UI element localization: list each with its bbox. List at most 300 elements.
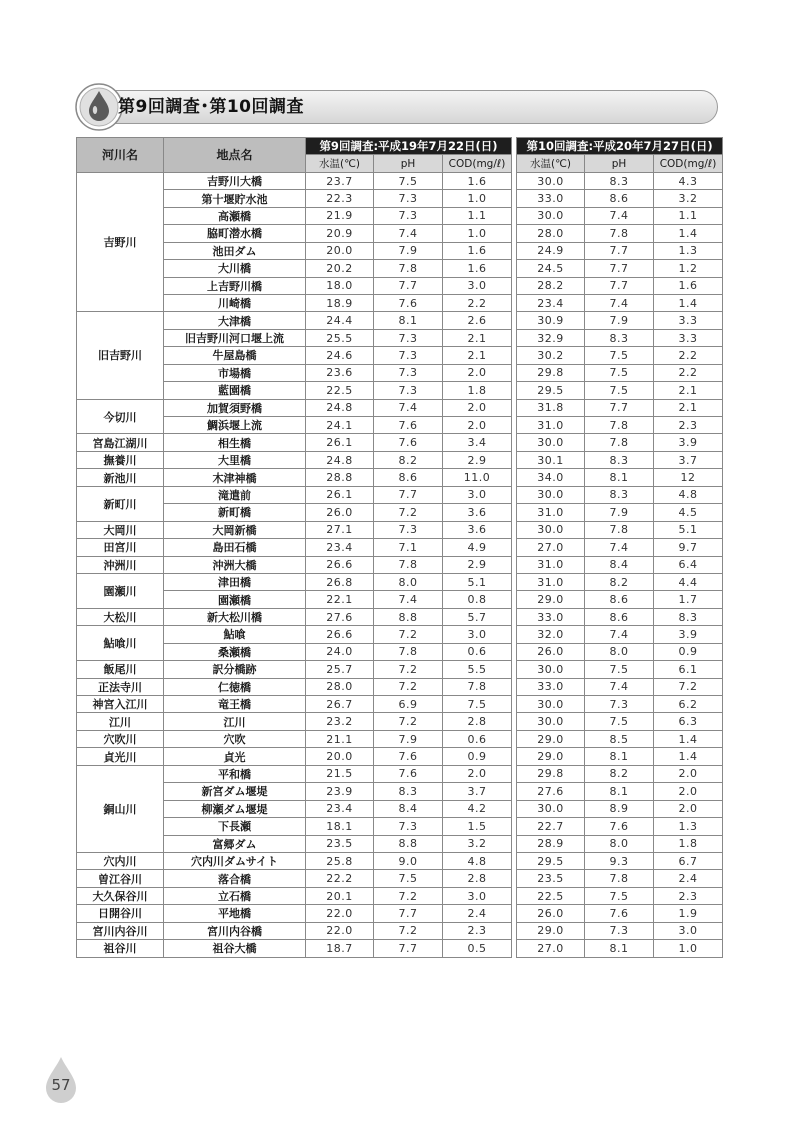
survey9-ph-cell: 6.9 bbox=[374, 696, 443, 713]
survey9-ph-cell: 8.8 bbox=[374, 608, 443, 625]
survey10-ph-cell: 7.7 bbox=[585, 260, 654, 277]
survey10-ph-cell: 7.7 bbox=[585, 277, 654, 294]
survey10-cod-cell: 2.0 bbox=[654, 765, 723, 782]
survey9-ph-cell: 8.3 bbox=[374, 783, 443, 800]
survey9-ph-cell: 7.8 bbox=[374, 260, 443, 277]
survey9-cod-cell: 2.0 bbox=[443, 417, 512, 434]
survey10-cod-cell: 1.7 bbox=[654, 591, 723, 608]
survey9-cod-cell: 2.1 bbox=[443, 329, 512, 346]
site-name-cell: 新町橋 bbox=[164, 504, 306, 521]
survey10-cod-cell: 4.8 bbox=[654, 486, 723, 503]
table-row bbox=[77, 225, 723, 242]
survey10-cod-cell: 6.1 bbox=[654, 661, 723, 678]
survey9-cod-cell: 3.0 bbox=[443, 277, 512, 294]
survey10-cod-cell: 2.4 bbox=[654, 870, 723, 887]
survey10-cod-cell: 1.8 bbox=[654, 835, 723, 852]
table-row bbox=[77, 364, 723, 381]
survey9-water-temp-cell: 22.0 bbox=[306, 922, 374, 939]
survey10-water-temp-cell: 29.0 bbox=[517, 730, 585, 747]
survey10-cod-cell: 1.9 bbox=[654, 905, 723, 922]
river-name-cell: 今切川 bbox=[77, 399, 164, 434]
river-name-cell: 神宮入江川 bbox=[77, 696, 164, 713]
table-row bbox=[77, 783, 723, 800]
site-name-cell: 穴吹 bbox=[164, 730, 306, 747]
survey9-ph-cell: 7.8 bbox=[374, 556, 443, 573]
survey10-water-temp-cell: 29.0 bbox=[517, 748, 585, 765]
survey10-cod-cell: 4.3 bbox=[654, 172, 723, 189]
table-row bbox=[77, 643, 723, 660]
column-header-river: 河川名 bbox=[77, 138, 164, 173]
survey9-cod-cell: 7.5 bbox=[443, 696, 512, 713]
survey9-cod-cell: 2.4 bbox=[443, 905, 512, 922]
table-row bbox=[77, 905, 723, 922]
table-row bbox=[77, 486, 723, 503]
survey9-water-temp-cell: 22.1 bbox=[306, 591, 374, 608]
table-row bbox=[77, 626, 723, 643]
survey10-ph-cell: 8.5 bbox=[585, 730, 654, 747]
survey10-ph-cell: 7.5 bbox=[585, 713, 654, 730]
site-name-cell: 牛屋島橋 bbox=[164, 347, 306, 364]
site-name-cell: 穴内川ダムサイト bbox=[164, 852, 306, 869]
survey10-cod-cell: 2.3 bbox=[654, 887, 723, 904]
survey10-cod-cell: 3.3 bbox=[654, 312, 723, 329]
survey9-water-temp-cell: 26.6 bbox=[306, 556, 374, 573]
survey10-ph-cell: 7.4 bbox=[585, 626, 654, 643]
river-name-cell: 日開谷川 bbox=[77, 905, 164, 922]
table-row bbox=[77, 852, 723, 869]
survey9-ph-cell: 7.6 bbox=[374, 748, 443, 765]
survey9-ph-cell: 7.3 bbox=[374, 190, 443, 207]
survey10-water-temp-cell: 28.9 bbox=[517, 835, 585, 852]
survey10-cod-cell: 3.0 bbox=[654, 922, 723, 939]
survey9-ph-cell: 7.3 bbox=[374, 818, 443, 835]
survey9-ph-cell: 8.8 bbox=[374, 835, 443, 852]
survey9-ph-cell: 7.3 bbox=[374, 364, 443, 381]
survey10-cod-cell: 1.4 bbox=[654, 294, 723, 311]
site-name-cell: 新宮ダム堰堤 bbox=[164, 783, 306, 800]
river-name-cell: 大久保谷川 bbox=[77, 887, 164, 904]
river-name-cell: 穴吹川 bbox=[77, 730, 164, 747]
table-row bbox=[77, 382, 723, 399]
table-row bbox=[77, 922, 723, 939]
river-name-cell: 鮎喰川 bbox=[77, 626, 164, 661]
survey9-ph-cell: 7.1 bbox=[374, 539, 443, 556]
survey9-water-temp-cell: 20.0 bbox=[306, 242, 374, 259]
site-name-cell: 滝遣前 bbox=[164, 486, 306, 503]
table-row bbox=[77, 730, 723, 747]
survey9-cod-cell: 1.8 bbox=[443, 382, 512, 399]
survey10-ph-cell: 7.5 bbox=[585, 347, 654, 364]
table-row bbox=[77, 573, 723, 590]
survey10-water-temp-cell: 31.0 bbox=[517, 417, 585, 434]
survey9-water-temp-cell: 23.6 bbox=[306, 364, 374, 381]
survey10-water-temp-cell: 29.5 bbox=[517, 852, 585, 869]
river-name-cell: 曽江谷川 bbox=[77, 870, 164, 887]
survey10-cod-cell: 3.3 bbox=[654, 329, 723, 346]
survey9-cod-cell: 1.6 bbox=[443, 242, 512, 259]
survey9-water-temp-cell: 22.5 bbox=[306, 382, 374, 399]
site-name-cell: 柳瀬ダム堰堤 bbox=[164, 800, 306, 817]
survey10-cod-cell: 8.3 bbox=[654, 608, 723, 625]
survey10-water-temp-cell: 31.8 bbox=[517, 399, 585, 416]
site-name-cell: 大川橋 bbox=[164, 260, 306, 277]
river-name-cell: 園瀬川 bbox=[77, 573, 164, 608]
survey10-ph-cell: 8.3 bbox=[585, 172, 654, 189]
survey9-water-temp-cell: 26.7 bbox=[306, 696, 374, 713]
site-name-cell: 平和橋 bbox=[164, 765, 306, 782]
survey9-cod-cell: 3.4 bbox=[443, 434, 512, 451]
survey10-cod-cell: 3.9 bbox=[654, 434, 723, 451]
site-name-cell: 上吉野川橋 bbox=[164, 277, 306, 294]
survey9-cod-cell: 0.6 bbox=[443, 643, 512, 660]
table-row bbox=[77, 190, 723, 207]
survey9-ph-cell: 7.3 bbox=[374, 329, 443, 346]
survey10-water-temp-cell: 26.0 bbox=[517, 643, 585, 660]
survey10-ph-cell: 7.7 bbox=[585, 399, 654, 416]
site-name-cell: 江川 bbox=[164, 713, 306, 730]
survey9-cod-cell: 1.0 bbox=[443, 190, 512, 207]
survey9-ph-cell: 8.2 bbox=[374, 451, 443, 468]
survey10-water-temp-cell: 23.5 bbox=[517, 870, 585, 887]
survey9-cod-cell: 3.6 bbox=[443, 521, 512, 538]
survey9-cod-cell: 4.9 bbox=[443, 539, 512, 556]
survey9-cod-cell: 0.9 bbox=[443, 748, 512, 765]
survey10-cod-cell: 1.3 bbox=[654, 242, 723, 259]
survey10-water-temp-cell: 29.8 bbox=[517, 765, 585, 782]
survey10-ph-cell: 8.0 bbox=[585, 835, 654, 852]
survey10-ph-cell: 8.1 bbox=[585, 783, 654, 800]
survey9-ph-cell: 7.7 bbox=[374, 277, 443, 294]
survey10-ph-cell: 7.3 bbox=[585, 696, 654, 713]
survey9-water-temp-cell: 23.4 bbox=[306, 539, 374, 556]
survey9-water-temp-cell: 26.1 bbox=[306, 434, 374, 451]
survey9-ph-cell: 7.7 bbox=[374, 905, 443, 922]
site-name-cell: 新大松川橋 bbox=[164, 608, 306, 625]
survey10-cod-cell: 12 bbox=[654, 469, 723, 486]
survey9-ph-cell: 7.7 bbox=[374, 940, 443, 957]
table-row bbox=[77, 887, 723, 904]
survey10-water-temp-cell: 26.0 bbox=[517, 905, 585, 922]
river-name-cell: 大岡川 bbox=[77, 521, 164, 538]
survey9-cod-cell: 4.8 bbox=[443, 852, 512, 869]
table-row bbox=[77, 434, 723, 451]
survey9-water-temp-cell: 28.0 bbox=[306, 678, 374, 695]
survey9-water-temp-cell: 26.8 bbox=[306, 573, 374, 590]
table-row bbox=[77, 207, 723, 224]
site-name-cell: 脇町潜水橋 bbox=[164, 225, 306, 242]
river-name-cell: 旧吉野川 bbox=[77, 312, 164, 399]
survey10-ph-cell: 7.8 bbox=[585, 225, 654, 242]
survey9-ph-cell: 7.2 bbox=[374, 504, 443, 521]
survey10-ph-cell: 8.3 bbox=[585, 329, 654, 346]
survey9-water-temp-cell: 22.3 bbox=[306, 190, 374, 207]
survey9-ph-cell: 7.2 bbox=[374, 887, 443, 904]
survey10-ph-cell: 8.6 bbox=[585, 608, 654, 625]
survey10-cod-cell: 3.7 bbox=[654, 451, 723, 468]
survey9-water-temp-cell: 25.5 bbox=[306, 329, 374, 346]
survey10-ph-cell: 7.5 bbox=[585, 364, 654, 381]
page-number: 57 bbox=[51, 1076, 71, 1094]
header-row-1 bbox=[77, 138, 723, 155]
survey9-water-temp-cell: 24.0 bbox=[306, 643, 374, 660]
survey9-ph-cell: 7.4 bbox=[374, 591, 443, 608]
survey10-cod-cell: 1.4 bbox=[654, 225, 723, 242]
survey9-water-temp-cell: 18.0 bbox=[306, 277, 374, 294]
site-name-cell: 第十堰貯水池 bbox=[164, 190, 306, 207]
page-title: 第9回調査･第10回調査 bbox=[118, 97, 304, 117]
site-name-cell: 祖谷大橋 bbox=[164, 940, 306, 957]
survey10-water-temp-cell: 31.0 bbox=[517, 573, 585, 590]
survey9-water-temp-cell: 23.4 bbox=[306, 800, 374, 817]
survey10-water-temp-cell: 30.0 bbox=[517, 486, 585, 503]
survey9-ph-cell: 7.3 bbox=[374, 347, 443, 364]
survey10-ph-cell: 9.3 bbox=[585, 852, 654, 869]
survey10-water-temp-cell: 28.2 bbox=[517, 277, 585, 294]
table-row bbox=[77, 765, 723, 782]
survey10-ph-cell: 7.4 bbox=[585, 207, 654, 224]
table-row bbox=[77, 242, 723, 259]
survey9-water-temp-cell: 27.6 bbox=[306, 608, 374, 625]
table-row bbox=[77, 504, 723, 521]
survey9-ph-cell: 7.5 bbox=[374, 870, 443, 887]
site-name-cell: 川崎橋 bbox=[164, 294, 306, 311]
survey10-ph-cell: 7.3 bbox=[585, 922, 654, 939]
survey10-cod-cell: 3.2 bbox=[654, 190, 723, 207]
survey10-ph-cell: 8.2 bbox=[585, 765, 654, 782]
survey10-ph-cell: 7.4 bbox=[585, 678, 654, 695]
survey10-ph-cell: 7.9 bbox=[585, 504, 654, 521]
survey9-ph-cell: 7.8 bbox=[374, 643, 443, 660]
survey9-ph-cell: 7.3 bbox=[374, 382, 443, 399]
survey9-cod-cell: 7.8 bbox=[443, 678, 512, 695]
survey9-cod-cell: 0.6 bbox=[443, 730, 512, 747]
survey9-water-temp-cell: 20.0 bbox=[306, 748, 374, 765]
survey9-cod-cell: 2.2 bbox=[443, 294, 512, 311]
survey10-water-temp-cell: 30.0 bbox=[517, 521, 585, 538]
table-row bbox=[77, 451, 723, 468]
survey9-cod-cell: 3.6 bbox=[443, 504, 512, 521]
site-name-cell: 平地橋 bbox=[164, 905, 306, 922]
survey9-cod-cell: 2.9 bbox=[443, 451, 512, 468]
site-name-cell: 園瀬橋 bbox=[164, 591, 306, 608]
survey9-cod-cell: 5.5 bbox=[443, 661, 512, 678]
survey9-ph-cell: 7.6 bbox=[374, 765, 443, 782]
survey9-cod-cell: 2.1 bbox=[443, 347, 512, 364]
survey9-cod-header: COD(mg/ℓ) bbox=[443, 155, 512, 172]
table-row bbox=[77, 940, 723, 957]
table-row bbox=[77, 277, 723, 294]
survey10-ph-cell: 8.1 bbox=[585, 748, 654, 765]
survey9-ph-cell: 7.9 bbox=[374, 730, 443, 747]
survey9-cod-cell: 2.0 bbox=[443, 364, 512, 381]
survey9-cod-cell: 1.1 bbox=[443, 207, 512, 224]
table-row bbox=[77, 172, 723, 189]
survey9-water-temp-cell: 22.2 bbox=[306, 870, 374, 887]
site-name-cell: 加賀須野橋 bbox=[164, 399, 306, 416]
table-row bbox=[77, 800, 723, 817]
survey9-cod-cell: 3.0 bbox=[443, 626, 512, 643]
site-name-cell: 沖洲大橋 bbox=[164, 556, 306, 573]
survey10-ph-cell: 8.6 bbox=[585, 591, 654, 608]
survey10-cod-cell: 1.4 bbox=[654, 748, 723, 765]
survey10-ph-cell: 7.7 bbox=[585, 242, 654, 259]
table-row bbox=[77, 870, 723, 887]
survey10-water-temp-cell: 33.0 bbox=[517, 190, 585, 207]
river-name-cell: 撫養川 bbox=[77, 451, 164, 468]
survey10-cod-cell: 2.1 bbox=[654, 382, 723, 399]
survey9-ph-cell: 7.5 bbox=[374, 172, 443, 189]
survey10-water-temp-cell: 30.0 bbox=[517, 713, 585, 730]
site-name-cell: 落合橋 bbox=[164, 870, 306, 887]
survey10-water-temp-cell: 24.9 bbox=[517, 242, 585, 259]
river-name-cell: 宮川内谷川 bbox=[77, 922, 164, 939]
survey9-cod-cell: 2.8 bbox=[443, 713, 512, 730]
survey9-water-temp-cell: 23.7 bbox=[306, 172, 374, 189]
survey9-cod-cell: 0.8 bbox=[443, 591, 512, 608]
survey10-cod-cell: 1.4 bbox=[654, 730, 723, 747]
survey10-ph-cell: 7.5 bbox=[585, 661, 654, 678]
survey10-cod-cell: 6.4 bbox=[654, 556, 723, 573]
survey10-cod-cell: 1.2 bbox=[654, 260, 723, 277]
survey9-cod-cell: 1.0 bbox=[443, 225, 512, 242]
survey9-cod-cell: 3.2 bbox=[443, 835, 512, 852]
site-name-cell: 下長瀬 bbox=[164, 818, 306, 835]
survey10-ph-cell: 7.5 bbox=[585, 382, 654, 399]
table-row bbox=[77, 260, 723, 277]
survey9-header: 第9回調査:平成19年7月22日(日) bbox=[306, 138, 512, 155]
site-name-cell: 吉野川大橋 bbox=[164, 172, 306, 189]
survey9-cod-cell: 5.7 bbox=[443, 608, 512, 625]
survey9-water-temp-cell: 26.0 bbox=[306, 504, 374, 521]
survey9-water-temp-cell: 21.5 bbox=[306, 765, 374, 782]
survey9-water-temp-cell: 18.1 bbox=[306, 818, 374, 835]
survey9-ph-cell: 7.6 bbox=[374, 294, 443, 311]
table-row bbox=[77, 399, 723, 416]
survey10-cod-cell: 3.9 bbox=[654, 626, 723, 643]
site-name-cell: 鮎喰 bbox=[164, 626, 306, 643]
table-row bbox=[77, 347, 723, 364]
table-row bbox=[77, 521, 723, 538]
survey9-ph-cell: 8.1 bbox=[374, 312, 443, 329]
survey9-ph-cell: 7.4 bbox=[374, 225, 443, 242]
survey9-cod-cell: 5.1 bbox=[443, 573, 512, 590]
survey10-cod-cell: 6.7 bbox=[654, 852, 723, 869]
river-name-cell: 大松川 bbox=[77, 608, 164, 625]
water-drop-icon bbox=[74, 82, 124, 132]
site-name-cell: 津田橋 bbox=[164, 573, 306, 590]
table-row bbox=[77, 312, 723, 329]
survey9-cod-cell: 2.3 bbox=[443, 922, 512, 939]
survey10-water-temp-cell: 30.0 bbox=[517, 696, 585, 713]
survey10-water-temp-cell: 34.0 bbox=[517, 469, 585, 486]
survey10-cod-cell: 1.6 bbox=[654, 277, 723, 294]
survey10-cod-cell: 5.1 bbox=[654, 521, 723, 538]
survey9-ph-cell: 8.6 bbox=[374, 469, 443, 486]
site-name-cell: 貞光 bbox=[164, 748, 306, 765]
survey10-header: 第10回調査:平成20年7月27日(日) bbox=[517, 138, 723, 155]
survey9-water-temp-cell: 20.9 bbox=[306, 225, 374, 242]
river-name-cell: 新池川 bbox=[77, 469, 164, 486]
site-name-cell: 竜王橋 bbox=[164, 696, 306, 713]
survey9-cod-cell: 2.6 bbox=[443, 312, 512, 329]
table-row bbox=[77, 661, 723, 678]
survey10-cod-cell: 1.1 bbox=[654, 207, 723, 224]
table-row bbox=[77, 556, 723, 573]
survey9-water-temp-cell: 25.8 bbox=[306, 852, 374, 869]
river-name-cell: 宮島江湖川 bbox=[77, 434, 164, 451]
survey9-cod-cell: 2.0 bbox=[443, 765, 512, 782]
survey10-cod-cell: 2.0 bbox=[654, 800, 723, 817]
site-name-cell: 大岡新橋 bbox=[164, 521, 306, 538]
survey9-ph-cell: 8.0 bbox=[374, 573, 443, 590]
table-row bbox=[77, 417, 723, 434]
survey10-ph-cell: 7.9 bbox=[585, 312, 654, 329]
site-name-cell: 島田石橋 bbox=[164, 539, 306, 556]
site-name-cell: 高瀬橋 bbox=[164, 207, 306, 224]
site-name-cell: 大里橋 bbox=[164, 451, 306, 468]
survey9-water-temp-cell: 23.5 bbox=[306, 835, 374, 852]
survey10-water-temp-cell: 22.7 bbox=[517, 818, 585, 835]
survey9-water-temp-cell: 24.6 bbox=[306, 347, 374, 364]
table-row bbox=[77, 818, 723, 835]
survey9-cod-cell: 2.0 bbox=[443, 399, 512, 416]
survey9-ph-cell: 7.2 bbox=[374, 713, 443, 730]
survey10-water-temp-cell: 28.0 bbox=[517, 225, 585, 242]
survey9-cod-cell: 3.7 bbox=[443, 783, 512, 800]
survey10-ph-cell: 7.4 bbox=[585, 539, 654, 556]
survey10-cod-cell: 2.2 bbox=[654, 364, 723, 381]
survey10-water-temp-cell: 24.5 bbox=[517, 260, 585, 277]
site-name-cell: 藍園橋 bbox=[164, 382, 306, 399]
survey9-ph-cell: 7.3 bbox=[374, 521, 443, 538]
survey10-water-temp-cell: 32.9 bbox=[517, 329, 585, 346]
site-name-cell: 訳分橋跡 bbox=[164, 661, 306, 678]
site-name-cell: 桑瀬橋 bbox=[164, 643, 306, 660]
survey10-water-temp-cell: 22.5 bbox=[517, 887, 585, 904]
survey9-water-temp-cell: 24.1 bbox=[306, 417, 374, 434]
site-name-cell: 池田ダム bbox=[164, 242, 306, 259]
survey10-cod-cell: 2.0 bbox=[654, 783, 723, 800]
survey10-water-temp-cell: 27.0 bbox=[517, 539, 585, 556]
table-row bbox=[77, 748, 723, 765]
survey10-water-temp-cell: 30.0 bbox=[517, 207, 585, 224]
survey9-water-temp-cell: 28.8 bbox=[306, 469, 374, 486]
survey10-ph-cell: 7.8 bbox=[585, 521, 654, 538]
survey10-water-temp-cell: 31.0 bbox=[517, 504, 585, 521]
site-name-cell: 木津神橋 bbox=[164, 469, 306, 486]
survey10-ph-cell: 8.0 bbox=[585, 643, 654, 660]
survey9-water-temp-cell: 26.6 bbox=[306, 626, 374, 643]
river-name-cell: 新町川 bbox=[77, 486, 164, 521]
survey9-cod-cell: 0.5 bbox=[443, 940, 512, 957]
survey10-ph-cell: 8.1 bbox=[585, 940, 654, 957]
table-row bbox=[77, 696, 723, 713]
survey10-ph-cell: 7.4 bbox=[585, 294, 654, 311]
table-row bbox=[77, 539, 723, 556]
survey10-ph-cell: 8.2 bbox=[585, 573, 654, 590]
survey9-water-temp-cell: 27.1 bbox=[306, 521, 374, 538]
survey9-cod-cell: 1.6 bbox=[443, 172, 512, 189]
survey9-water-temp-cell: 23.2 bbox=[306, 713, 374, 730]
survey9-cod-cell: 11.0 bbox=[443, 469, 512, 486]
survey10-water-temp-cell: 29.5 bbox=[517, 382, 585, 399]
survey10-cod-cell: 1.3 bbox=[654, 818, 723, 835]
river-name-cell: 正法寺川 bbox=[77, 678, 164, 695]
survey10-ph-cell: 7.5 bbox=[585, 887, 654, 904]
survey10-ph-header: pH bbox=[585, 155, 654, 172]
survey10-ph-cell: 8.6 bbox=[585, 190, 654, 207]
river-name-cell: 穴内川 bbox=[77, 852, 164, 869]
